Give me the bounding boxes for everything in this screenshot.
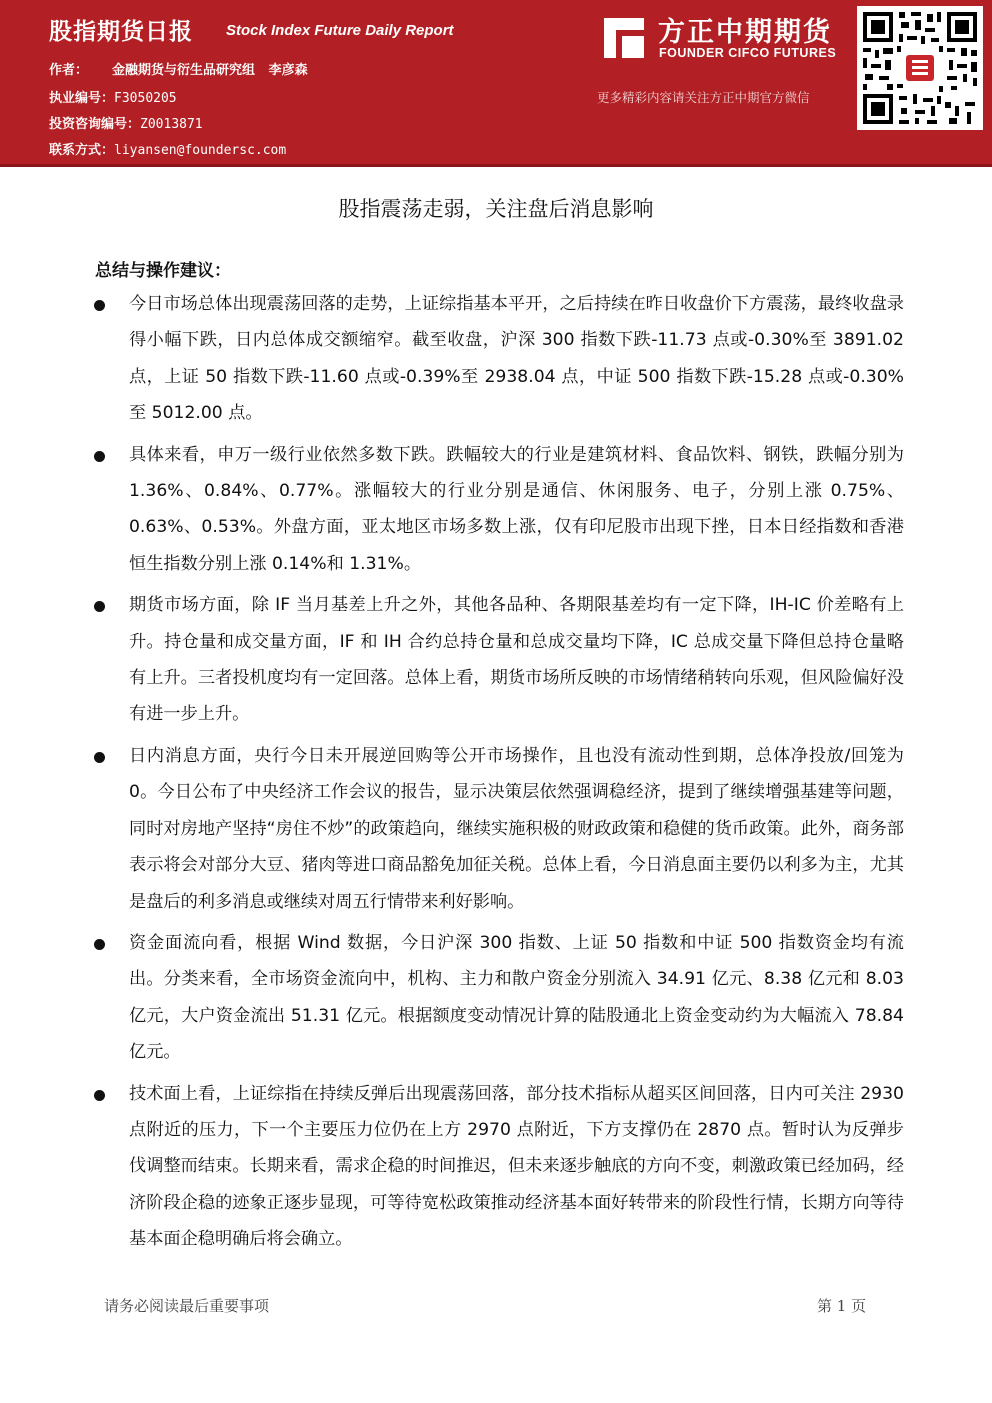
author-label: 作者： bbox=[49, 63, 89, 78]
license-label: 执业编号： bbox=[49, 91, 115, 106]
qr-code-icon bbox=[857, 6, 983, 130]
bullet-market-overview bbox=[94, 286, 904, 432]
bullet-text: 日内消息方面，央行今日未开展逆回购等公开市场操作，且也没有流动性到期，总体净投放/回笼为 0。今日公布了中央经济工作会议的报告，显示决策层依然强调稳经济，提到了继续增强基建等问题，同时对房地产坚持“房住不炒”的政策趋向，继续实施积极的财政政策和稳健的货币政策。此外，商务部表示将会对部分大豆、猪肉等进口商品豁免加征关税。总体上看，今日消息面主要仍以利多为主，尤其是盘后的利多消息或继续对周五行情带来利好影响。 bbox=[129, 745, 904, 912]
author-group: 金融期货与衍生品研究组 bbox=[112, 63, 256, 78]
advisory-value: Z0013871 bbox=[140, 117, 203, 132]
company-logo-icon bbox=[600, 14, 648, 62]
bullet-news bbox=[94, 738, 904, 920]
bullet-text: 具体来看，申万一级行业依然多数下跌。跌幅较大的行业是建筑材料、食品饮料、钢铁，跌幅分别为 1.36%、0.84%、0.77%。涨幅较大的行业分别是通信、休闲服务、电子，分别上涨 0.75%、0.63%、0.53%。外盘方面，亚太地区市场多数上涨，仅有印尼股市出现下挫，日本日经指数和香港恒生指数分别上涨 0.14%和 1.31%。 bbox=[129, 444, 904, 574]
bullet-text: 资金面流向看，根据 Wind 数据，今日沪深 300 指数、上证 50 指数和中证 500 指数资金均有流出。分类来看，全市场资金流向中，机构、主力和散户资金分别流入 34.91 亿元、8.38 亿元和 8.03 亿元，大户资金流出 51.31 亿元。根据额度变动情况计算的陆股通北上资金变动约为大幅流入 78.84 亿元。 bbox=[129, 932, 904, 1063]
bullet-dot-icon bbox=[94, 752, 105, 763]
report-title-en: Stock Index Future Daily Report bbox=[226, 22, 454, 39]
author-name: 李彦森 bbox=[268, 63, 308, 78]
page-number: 第 1 页 bbox=[817, 1297, 867, 1315]
footer-notice: 请务必阅读最后重要事项 bbox=[104, 1297, 270, 1315]
summary-bullet-list bbox=[94, 286, 904, 1263]
wechat-note: 更多精彩内容请关注方正中期官方微信 bbox=[597, 90, 810, 105]
report-title-cn: 股指期货日报 bbox=[49, 19, 193, 45]
contact-row bbox=[49, 139, 286, 158]
bullet-text: 技术面上看，上证综指在持续反弹后出现震荡回落，部分技术指标从超买区间回落，日内可关注 2930 点附近的压力，下一个主要压力位仍在上方 2970 点附近，下方支撑仍在 2870 点。暂时认为反弹步伐调整而结束。长期来看，需求企稳的时间推迟，但未来逐步触底的方向不变，刺激政策已经加码，经济阶段企稳的迹象正逐步显现，可等待宽松政策推动经济基本面好转带来的阶段性行情，长期方向等待基本面企稳明确后将会确立。 bbox=[129, 1083, 904, 1250]
license-row bbox=[49, 87, 177, 106]
bullet-dot-icon bbox=[94, 300, 105, 311]
bullet-futures bbox=[94, 587, 904, 733]
bullet-dot-icon bbox=[94, 1090, 105, 1101]
advisory-label: 投资咨询编号： bbox=[49, 117, 141, 132]
contact-email: liyansen@foundersc.com bbox=[114, 143, 287, 158]
report-header bbox=[0, 0, 992, 164]
license-value: F3050205 bbox=[114, 91, 177, 106]
company-name-en: FOUNDER CIFCO FUTURES bbox=[659, 46, 837, 60]
contact-label: 联系方式： bbox=[49, 143, 115, 158]
author-row bbox=[49, 59, 308, 78]
section-heading: 总结与操作建议： bbox=[95, 261, 231, 281]
bullet-text: 期货市场方面，除 IF 当月基差上升之外，其他各品种、各期限基差均有一定下降，IH-IC 价差略有上升。持仓量和成交量方面，IF 和 IH 合约总持仓量和总成交量均下降，IC 总成交量下降但总持仓量略有上升。三者投机度均有一定回落。总体上看，期货市场所反映的市场情绪稍转向乐观，但风险偏好没有进一步上升。 bbox=[129, 595, 904, 725]
document-title: 股指震荡走弱，关注盘后消息影响 bbox=[338, 197, 654, 221]
bullet-industry bbox=[94, 437, 904, 583]
advisory-row bbox=[49, 113, 203, 132]
bullet-capital-flow bbox=[94, 925, 904, 1071]
bullet-dot-icon bbox=[94, 601, 105, 612]
bullet-technical bbox=[94, 1076, 904, 1258]
bullet-dot-icon bbox=[94, 939, 105, 950]
company-name-cn: 方正中期期货 bbox=[658, 17, 832, 48]
header-divider bbox=[0, 164, 992, 167]
bullet-text: 今日市场总体出现震荡回落的走势，上证综指基本平开，之后持续在昨日收盘价下方震荡，最终收盘录得小幅下跌，日内总体成交额缩窄。截至收盘，沪深 300 指数下跌-11.73 点或-0.30%至 3891.02 点，上证 50 指数下跌-11.60 点或-0.39%至 2938.04 点，中证 500 指数下跌-15.28 点或-0.30%至 5012.00 点。 bbox=[129, 294, 904, 424]
bullet-dot-icon bbox=[94, 451, 105, 462]
